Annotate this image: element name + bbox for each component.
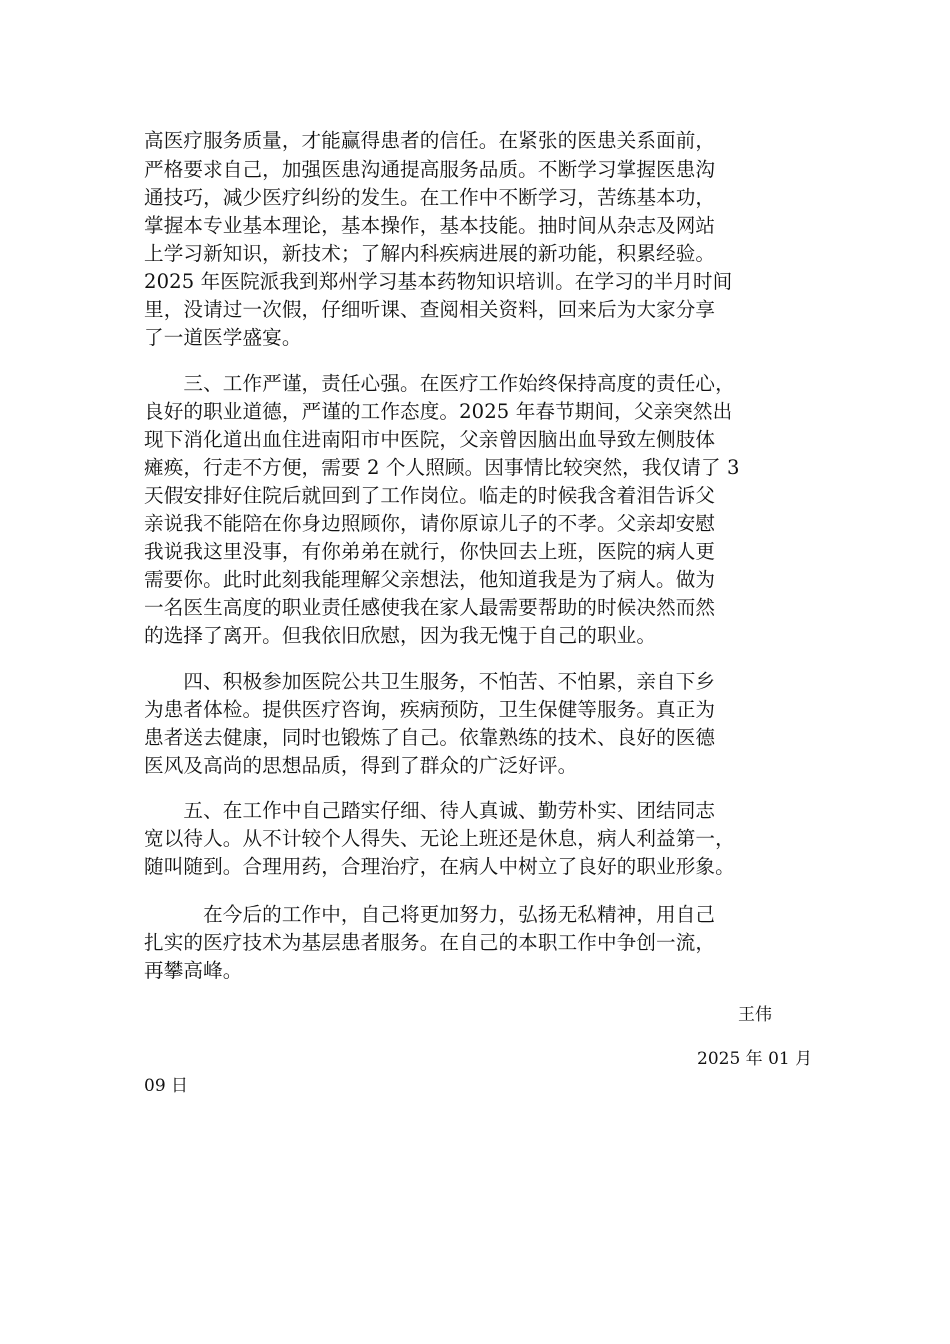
body-line: 扎实的医疗技术为基层患者服务。在自己的本职工作中争创一流， — [144, 931, 716, 954]
body-line: 医风及高尚的思想品质，得到了群众的广泛好评。 — [144, 754, 578, 777]
body-line: 需要你。此时此刻我能理解父亲想法，他知道我是为了病人。做为 — [144, 568, 716, 591]
body-line: 2025 年医院派我到郑州学习基本药物知识培训。在学习的半月时间 — [144, 270, 733, 293]
paragraph-three-line: 三、工作严谨，责任心强。在医疗工作始终保持高度的责任心， — [144, 372, 735, 395]
body-line: 患者送去健康，同时也锻炼了自己。依靠熟练的技术、良好的医德 — [144, 726, 716, 749]
body-line: 通技巧，减少医疗纠纷的发生。在工作中不断学习，苦练基本功， — [144, 186, 716, 209]
paragraph-five-line: 五、在工作中自己踏实仔细、待人真诚、勤劳朴实、团结同志 — [144, 799, 716, 822]
body-line: 我说我这里没事，有你弟弟在就行，你快回去上班，医院的病人更 — [144, 540, 716, 563]
body-line: 瘫痪，行走不方便，需要 2 个人照顾。因事情比较突然，我仅请了 3 — [144, 456, 740, 479]
body-line: 了一道医学盛宴。 — [144, 326, 302, 349]
signature-date: 2025 年 01 月 — [697, 1049, 813, 1069]
signature-date-continued: 09 日 — [144, 1076, 189, 1096]
body-line: 掌握本专业基本理论，基本操作，基本技能。抽时间从杂志及网站 — [144, 214, 716, 237]
body-line: 里，没请过一次假，仔细听课、查阅相关资料，回来后为大家分享 — [144, 298, 716, 321]
body-line: 良好的职业道德，严谨的工作态度。2025 年春节期间，父亲突然出 — [144, 400, 733, 423]
body-line: 为患者体检。提供医疗咨询，疾病预防，卫生保健等服务。真正为 — [144, 698, 716, 721]
body-line: 一名医生高度的职业责任感使我在家人最需要帮助的时候决然而然 — [144, 596, 716, 619]
body-line: 现下消化道出血住进南阳市中医院，父亲曾因脑出血导致左侧肢体 — [144, 428, 716, 451]
closing-paragraph-line: 在今后的工作中，自己将更加努力，弘扬无私精神，用自己 — [144, 903, 716, 926]
body-line: 高医疗服务质量，才能赢得患者的信任。在紧张的医患关系面前， — [144, 129, 716, 152]
body-line: 随叫随到。合理用药，合理治疗，在病人中树立了良好的职业形象。 — [144, 855, 735, 878]
body-line: 上学习新知识，新技术；了解内科疾病进展的新功能，积累经验。 — [144, 242, 716, 265]
body-line: 的选择了离开。但我依旧欣慰，因为我无愧于自己的职业。 — [144, 624, 657, 647]
body-line: 严格要求自己，加强医患沟通提高服务品质。不断学习掌握医患沟 — [144, 158, 716, 181]
body-line: 再攀高峰。 — [144, 959, 243, 982]
paragraph-four-line: 四、积极参加医院公共卫生服务，不怕苦、不怕累，亲自下乡 — [144, 670, 716, 693]
body-line: 天假安排好住院后就回到了工作岗位。临走的时候我含着泪告诉父 — [144, 484, 716, 507]
body-line: 宽以待人。从不计较个人得失、无论上班还是休息，病人利益第一， — [144, 827, 735, 850]
body-line: 亲说我不能陪在你身边照顾你，请你原谅儿子的不孝。父亲却安慰 — [144, 512, 716, 535]
signature-name: 王伟 — [738, 1005, 772, 1025]
